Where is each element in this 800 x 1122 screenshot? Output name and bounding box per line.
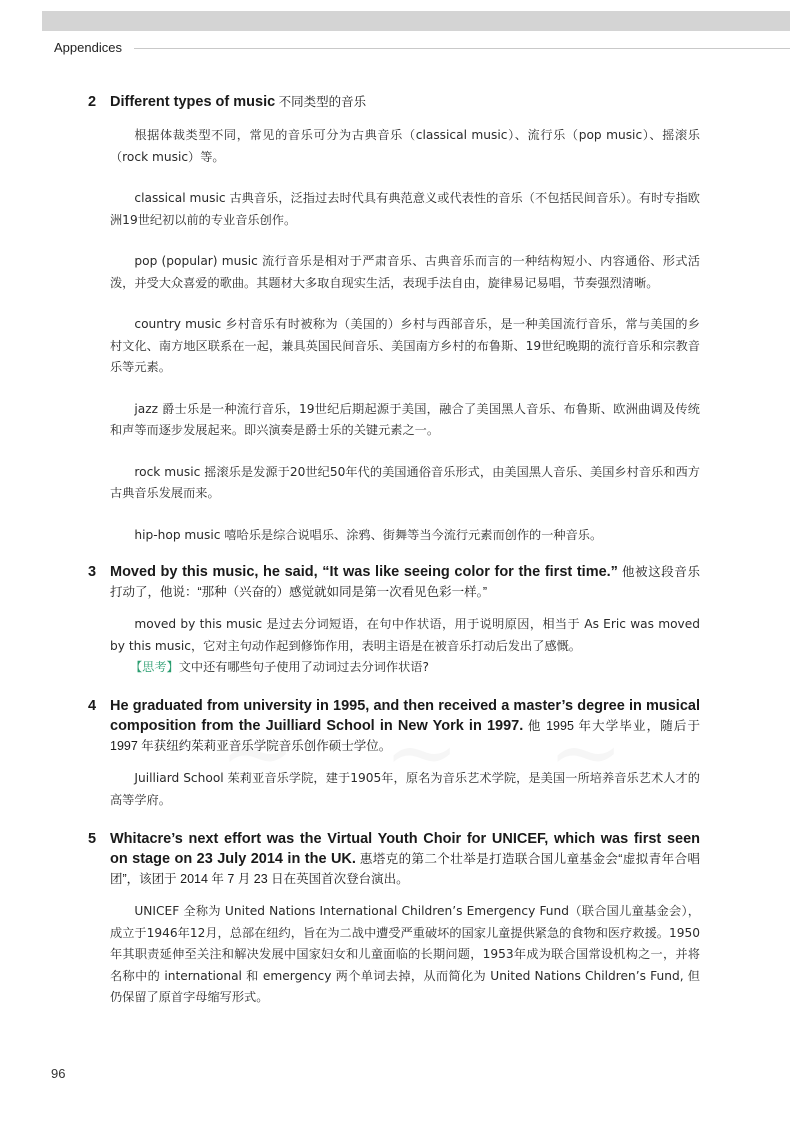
section-title	[110, 92, 700, 112]
paragraph: country music 乡村音乐有时被称为（美国的）乡村与西部音乐，是一种美国流行音乐，常与美国的乡村文化、南方地区联系在一起，兼具英国民间音乐、美国南方乡村的布鲁斯、19世纪晚期的流行音乐和宗教音乐等元素。	[110, 317, 700, 374]
section-2	[88, 92, 700, 546]
section-title-cn: 不同类型的音乐	[275, 95, 367, 109]
section-heading	[88, 696, 700, 756]
section-heading	[88, 92, 700, 113]
header-rule	[134, 48, 790, 49]
section-number: 4	[88, 698, 97, 714]
think-tag: 【思考】	[130, 660, 179, 674]
section-title	[110, 696, 700, 756]
section-title	[110, 829, 700, 889]
section-4	[88, 696, 700, 811]
section-title-cn: 惠塔克的第二个壮举是打造联合国儿童基金会“虚拟青年合唱团”，该团于 2014 年 7 月 23 日在英国首次登台演出。	[110, 852, 701, 886]
section-title-en: He graduated from university in 1995, and then received a master’s degree in musical composition from the Juilliard School in New York in 1997.	[110, 698, 700, 734]
paragraph: jazz 爵士乐是一种流行音乐，19世纪后期起源于美国，融合了美国黑人音乐、布鲁斯、欧洲曲调及传统和声等而逐步发展起来。即兴演奏是爵士乐的关键元素之一。	[110, 401, 700, 437]
section-title-cn: 他 1995 年大学毕业，随后于 1997 年获纽约茱莉亚音乐学院音乐创作硕士学位。	[110, 719, 700, 753]
top-gray-bar	[42, 11, 790, 31]
running-header: Appendices	[54, 40, 122, 55]
section-title-en: Different types of music	[110, 94, 276, 110]
paragraph: Juilliard School 茱莉亚音乐学院，建于1905年，原名为音乐艺术学院，是美国一所培养音乐艺术人才的高等学府。	[110, 771, 700, 807]
section-number: 2	[88, 94, 97, 110]
section-heading	[88, 829, 700, 889]
section-title-cn: 他被这段音乐打动了，他说：“那种（兴奋的）感觉就如同是第一次看见色彩一样。”	[110, 565, 700, 599]
section-3	[88, 562, 700, 678]
section-title	[110, 562, 700, 602]
section-number: 5	[88, 831, 97, 847]
paragraph: moved by this music 是过去分词短语，在句中作状语，用于说明原因，相当于 As Eric was moved by this music，它对主句动作起到修饰作用，表明主语是在被音乐打动后发出了感慨。	[110, 617, 700, 653]
paragraph: pop (popular) music 流行音乐是相对于严肃音乐、古典音乐而言的一种结构短小、内容通俗、形式活泼，并受大众喜爱的歌曲。其题材大多取自现实生活，表现手法自由，旋律易记易唱，节奏强烈清晰。	[110, 254, 700, 290]
paragraph: hip-hop music 嘻哈乐是综合说唱乐、涂鸦、街舞等当今流行元素而创作的一种音乐。	[134, 527, 603, 542]
paragraph: classical music 古典音乐，泛指过去时代具有典范意义或代表性的音乐（不包括民间音乐）。有时专指欧洲19世纪初以前的专业音乐创作。	[110, 191, 700, 227]
paragraph: 根据体裁类型不同，常见的音乐可分为古典音乐（classical music）、流行乐（pop music）、摇滚乐（rock music）等。	[110, 128, 700, 164]
think-text: 文中还有哪些句子使用了动词过去分词作状语?	[178, 660, 429, 674]
section-heading	[88, 562, 700, 602]
think-prompt	[110, 657, 700, 678]
section-title-en: Moved by this music, he said, “It was like seeing color for the first time.”	[110, 564, 618, 580]
paragraph: rock music 摇滚乐是发源于20世纪50年代的美国通俗音乐形式，由美国黑人音乐、美国乡村音乐和西方古典音乐发展而来。	[110, 464, 700, 500]
section-5	[88, 829, 700, 1009]
page-number: 96	[51, 1066, 66, 1081]
page-content	[88, 92, 700, 1009]
section-title-en: Whitacre’s next effort was the Virtual Youth Choir for UNICEF, which was first seen on stage on 23 July 2014 in the UK.	[110, 831, 700, 867]
section-number: 3	[88, 564, 97, 580]
paragraph: UNICEF 全称为 United Nations International Children’s Emergency Fund（联合国儿童基金会），成立于1946年12月，总部在纽约，旨在为二战中遭受严重破坏的国家儿童提供紧急的食物和医疗救援。1950年其职责延伸至关注和解决发展中国家妇女和儿童面临的长期问题，1953年成为联合国常设机构之一，并将名称中的 international 和 emergency 两个单词去掉，从而简化为 United Nations Children’s Fund, 但仍保留了原首字母缩写形式。	[110, 904, 700, 1004]
